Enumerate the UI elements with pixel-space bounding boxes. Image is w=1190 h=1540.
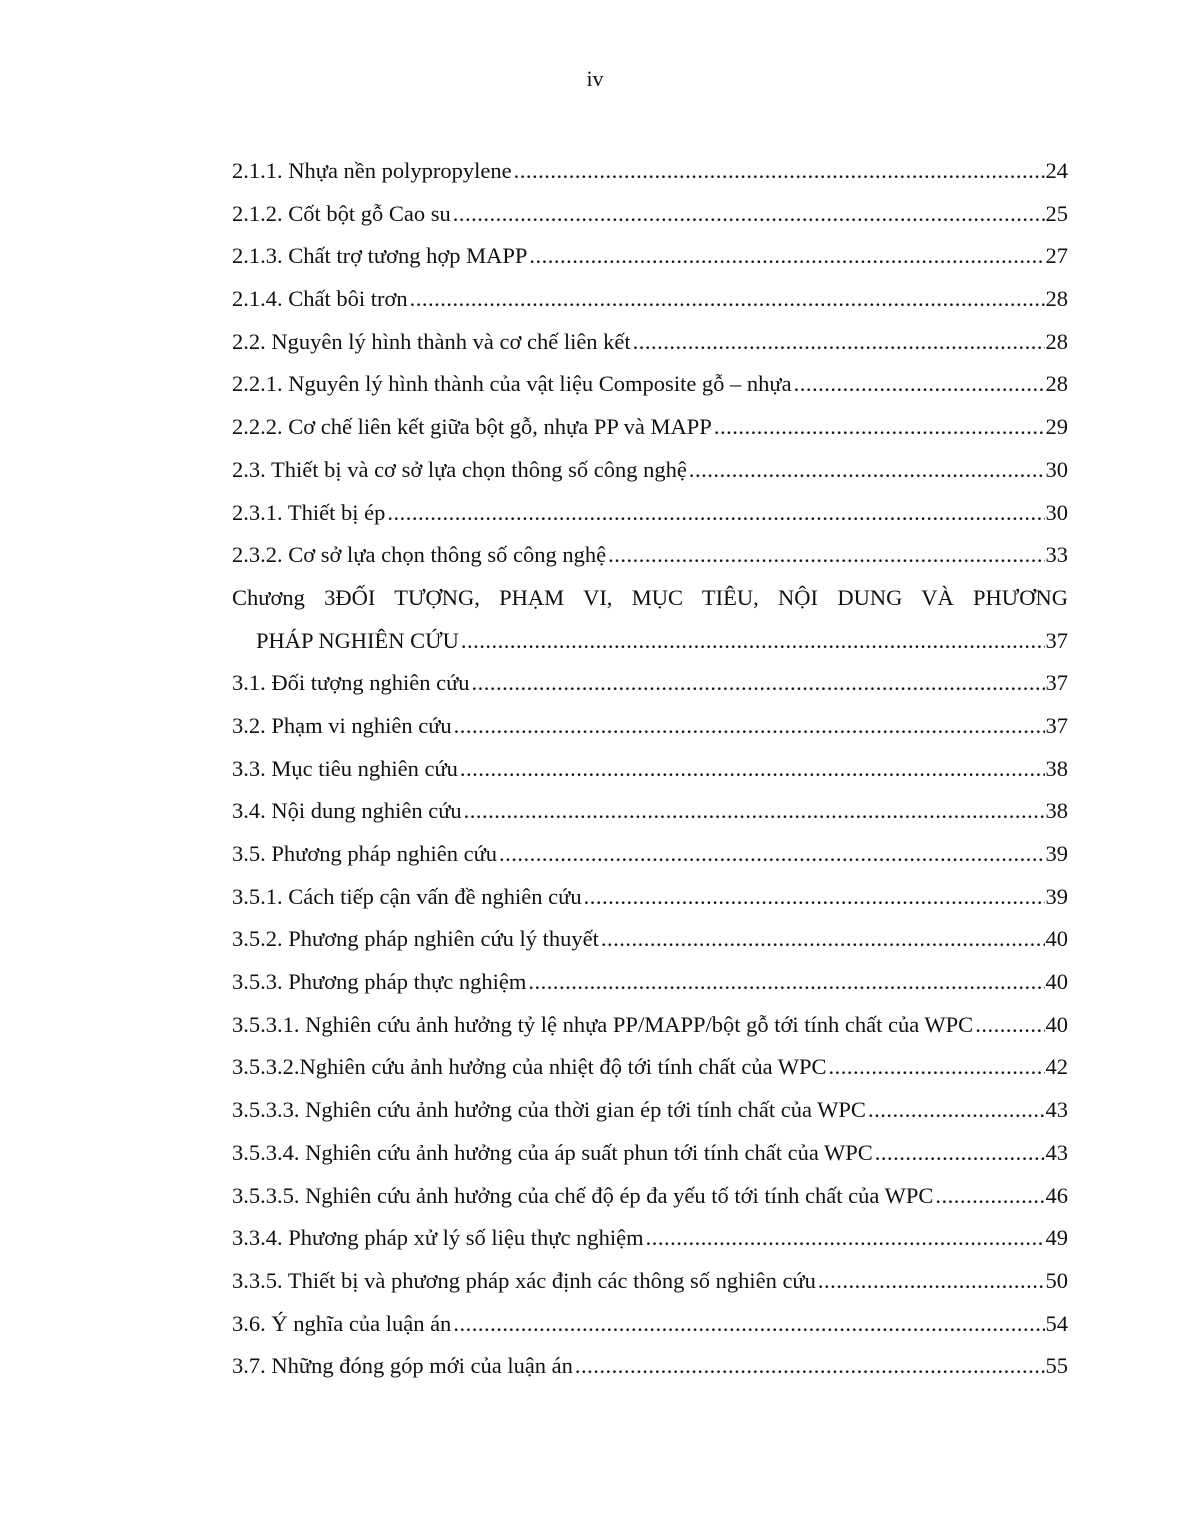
toc-entry-page: 27 — [1045, 243, 1068, 269]
toc-entry-label: 3.6. Ý nghĩa của luận án — [232, 1310, 452, 1336]
dot-leader — [453, 193, 1045, 236]
toc-entry-page: 39 — [1045, 841, 1068, 866]
toc-entry-label: 2.2.1. Nguyên lý hình thành của vật liệu Composite gỗ – nhựa — [232, 371, 792, 397]
toc-entry-page: 25 — [1045, 200, 1068, 226]
dot-leader — [453, 1303, 1044, 1346]
dot-leader — [714, 406, 1045, 449]
toc-entry-page: 40 — [1045, 969, 1068, 995]
dot-leader — [633, 321, 1045, 364]
dot-leader — [472, 662, 1045, 705]
toc-entry-label: 3.5.1. Cách tiếp cận vấn đề nghiên cứu — [232, 883, 582, 909]
toc-entry-page: 37 — [1045, 627, 1068, 653]
toc-entry-label: 2.2. Nguyên lý hình thành và cơ chế liên kết — [232, 328, 631, 354]
dot-leader — [818, 1260, 1045, 1303]
toc-entry-page: 33 — [1045, 542, 1068, 568]
toc-entry-page: 37 — [1045, 670, 1068, 696]
toc-entry-page: 28 — [1045, 286, 1068, 312]
toc-entry-page: 30 — [1045, 456, 1068, 482]
toc-entry-page: 38 — [1045, 798, 1068, 824]
dot-leader — [528, 961, 1044, 1004]
toc-entry-label: 3.2. Phạm vi nghiên cứu — [232, 712, 452, 738]
toc-entry-page: 55 — [1045, 1353, 1068, 1379]
toc-entry[interactable] — [232, 1217, 1068, 1260]
dot-leader — [829, 1046, 1045, 1089]
toc-entry-label: 2.1.3. Chất trợ tương hợp MAPP — [232, 243, 528, 269]
toc-entry-page: 28 — [1045, 371, 1068, 397]
toc-entry[interactable] — [232, 918, 1068, 961]
toc-entry[interactable] — [232, 492, 1068, 535]
toc-entry-label: 3.1. Đối tượng nghiên cứu — [232, 670, 470, 696]
dot-leader — [689, 449, 1045, 492]
toc-entry[interactable] — [232, 790, 1068, 833]
toc-entry-label: 3.5.3.3. Nghiên cứu ảnh hưởng của thời gian ép tới tính chất của WPC — [232, 1097, 866, 1123]
toc-entry-page: 40 — [1045, 926, 1068, 952]
toc-entry[interactable] — [232, 1132, 1068, 1175]
dot-leader — [584, 876, 1045, 919]
toc-entry-page: 43 — [1045, 1097, 1068, 1123]
toc-entry-page: 39 — [1045, 883, 1068, 909]
toc-entry[interactable] — [232, 193, 1068, 236]
toc-chapter-heading[interactable] — [232, 577, 1068, 620]
toc-entry-page: 43 — [1045, 1139, 1068, 1165]
toc-entry-label: 3.5.2. Phương pháp nghiên cứu lý thuyết — [232, 926, 599, 952]
dot-leader — [646, 1217, 1045, 1260]
dot-leader — [460, 748, 1045, 791]
toc-entry-page: 40 — [1045, 1011, 1068, 1037]
dot-leader — [514, 150, 1045, 193]
toc-entry-page: 50 — [1045, 1267, 1068, 1293]
toc-entry-label: 2.1.1. Nhựa nền polypropylene — [232, 158, 512, 183]
dot-leader — [529, 235, 1044, 278]
toc-entry[interactable] — [232, 406, 1068, 449]
toc-entry[interactable] — [232, 876, 1068, 919]
toc-entry[interactable] — [232, 278, 1068, 321]
toc-entry-label: 3.5.3. Phương pháp thực nghiệm — [232, 969, 527, 995]
dot-leader — [875, 1132, 1045, 1175]
dot-leader — [454, 705, 1045, 748]
toc-entry-page: 24 — [1045, 158, 1068, 183]
toc-entry[interactable] — [232, 1303, 1068, 1346]
toc-entry-page: 29 — [1045, 414, 1068, 440]
toc-chapter-heading-line1: Chương 3ĐỐI TƯỢNG, PHẠM VI, MỤC TIÊU, NỘI DUNG VÀ PHƯƠNG — [232, 584, 1068, 610]
toc-entry[interactable] — [232, 705, 1068, 748]
toc-entry-page: 28 — [1045, 328, 1068, 354]
dot-leader — [387, 492, 1044, 535]
toc-entry-page: 46 — [1045, 1182, 1068, 1208]
toc-entry-label: 2.3. Thiết bị và cơ sở lựa chọn thông số công nghệ — [232, 456, 687, 482]
toc-entry-label: 3.5.3.5. Nghiên cứu ảnh hưởng của chế độ ép đa yếu tố tới tính chất của WPC — [232, 1182, 934, 1208]
toc-entry[interactable] — [232, 833, 1068, 876]
toc-entry-label: 3.3.4. Phương pháp xử lý số liệu thực nghiệm — [232, 1225, 644, 1251]
toc-entry[interactable] — [232, 1046, 1068, 1089]
toc-entry[interactable] — [232, 363, 1068, 406]
toc-entry-label: 3.3. Mục tiêu nghiên cứu — [232, 755, 458, 781]
toc-entry[interactable] — [232, 1175, 1068, 1218]
toc-entry-label: 3.5. Phương pháp nghiên cứu — [232, 841, 498, 866]
toc-entry-page: 30 — [1045, 499, 1068, 525]
toc-entry[interactable] — [232, 449, 1068, 492]
toc-entry-label: 2.1.2. Cốt bột gỗ Cao su — [232, 200, 451, 226]
dot-leader — [935, 1175, 1044, 1218]
toc-entry[interactable] — [232, 1089, 1068, 1132]
toc-entry-label: 3.7. Những đóng góp mới của luận án — [232, 1353, 573, 1379]
toc-entry-label: 2.2.2. Cơ chế liên kết giữa bột gỗ, nhựa PP và MAPP — [232, 414, 712, 440]
toc-entry-page: 37 — [1045, 712, 1068, 738]
dot-leader — [601, 918, 1045, 961]
toc-entry-page: 54 — [1045, 1310, 1068, 1336]
table-of-contents — [232, 150, 1068, 1388]
toc-entry[interactable] — [232, 662, 1068, 705]
toc-entry[interactable] — [232, 620, 1068, 663]
dot-leader — [975, 1004, 1044, 1047]
dot-leader — [464, 790, 1045, 833]
toc-entry-label: 3.4. Nội dung nghiên cứu — [232, 798, 462, 824]
toc-entry[interactable] — [232, 150, 1068, 193]
toc-entry-label: 3.5.3.4. Nghiên cứu ảnh hưởng của áp suất phun tới tính chất của WPC — [232, 1139, 873, 1165]
toc-entry[interactable] — [232, 1004, 1068, 1047]
dot-leader — [575, 1345, 1045, 1388]
toc-entry-label: 3.3.5. Thiết bị và phương pháp xác định các thông số nghiên cứu — [232, 1267, 816, 1293]
toc-entry-label: 3.5.3.2.Nghiên cứu ảnh hưởng của nhiệt độ tới tính chất của WPC — [232, 1054, 827, 1080]
toc-entry-label: PHÁP NGHIÊN CỨU — [256, 627, 459, 653]
toc-entry-label: 2.3.2. Cơ sở lựa chọn thông số công nghệ — [232, 542, 607, 568]
toc-entry[interactable] — [232, 1345, 1068, 1388]
dot-leader — [499, 833, 1044, 876]
dot-leader — [461, 620, 1045, 663]
toc-entry[interactable] — [232, 1260, 1068, 1303]
toc-entry-page: 42 — [1045, 1054, 1068, 1080]
toc-entry[interactable] — [232, 534, 1068, 577]
toc-entry[interactable] — [232, 961, 1068, 1004]
toc-entry-label: 3.5.3.1. Nghiên cứu ảnh hưởng tỷ lệ nhựa PP/MAPP/bột gỗ tới tính chất của WPC — [232, 1011, 974, 1037]
toc-entry-label: 2.3.1. Thiết bị ép — [232, 499, 386, 525]
dot-leader — [794, 363, 1045, 406]
dot-leader — [410, 278, 1045, 321]
toc-entry-label: 2.1.4. Chất bôi trơn — [232, 286, 408, 312]
toc-entry[interactable] — [232, 321, 1068, 364]
dot-leader — [868, 1089, 1045, 1132]
toc-entry-page: 49 — [1045, 1225, 1068, 1251]
toc-entry[interactable] — [232, 748, 1068, 791]
page-number: iv — [586, 66, 604, 91]
toc-entry[interactable] — [232, 235, 1068, 278]
toc-entry-page: 38 — [1045, 755, 1068, 781]
dot-leader — [608, 534, 1044, 577]
